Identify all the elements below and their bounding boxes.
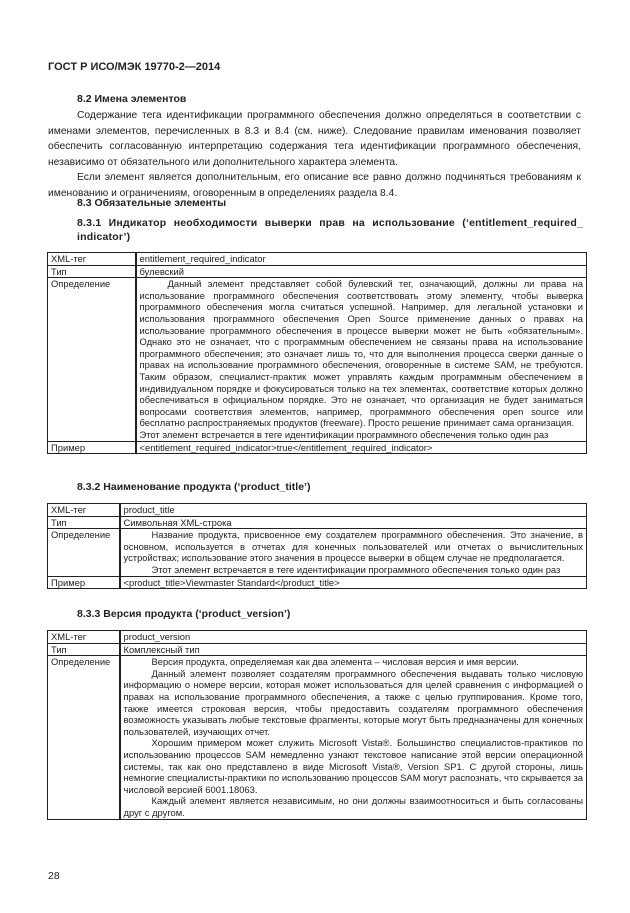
paragraph: Этот элемент встречается в теге идентификации программного обеспечения только один раз [139,428,549,440]
paragraph: Этот элемент встречается в теге идентификации программного обеспечения только один раз [151,563,561,575]
table-row [48,643,587,656]
paragraph: Если элемент является дополнительным, его описание все равно должно подчиняться требованиям к именованию и ограничениям, оговоренным в определениях раздела 8.4. [48,172,581,199]
value: булевский [136,265,587,278]
label: Тип [48,265,136,278]
paragraph: Каждый элемент является независимым, но они должны взаимоотноситься и быть согласованы друг с другом. [123,795,583,818]
section-8-3-3-heading: 8.3.3 Версия продукта (‘product_version’) [77,608,291,620]
section-8-2-heading: 8.2 Имена элементов [77,93,187,105]
value: <entitlement_required_indicator>true</entitlement_required_indicator> [136,441,587,454]
label: Определение [48,529,120,576]
value: Комплексный тип [120,643,587,656]
value: entitlement_required_indicator [136,253,587,266]
document-header: ГОСТ Р ИСО/МЭК 19770-2—2014 [48,61,221,73]
table-row [48,265,587,278]
section-8-3-heading: 8.3 Обязательные элементы [77,197,227,209]
value: <product_title>Viewmaster Standard</product_title> [120,576,587,589]
label: Определение [48,278,136,441]
table-row [48,656,587,819]
paragraph: Название продукта, присвоенное ему создателем программного обеспечения. Это значение, в основном, используется в отчетах для конечных пользователей или отчетах о вычислительных устройствах; использование этого значения в процессе выверки в общем случае не предполагается. [123,529,583,564]
table-row [48,631,587,644]
product-version-table [47,630,587,820]
value [120,656,587,819]
section-8-2-body [48,108,581,201]
value: product_version [120,631,587,644]
table-row [48,253,587,266]
section-8-3-1-heading: 8.3.1 Индикатор необходимости выверки прав на использование (‘entitlement_required_ indicator’) [77,217,583,243]
section-8-3-2-heading: 8.3.2 Наименование продукта (‘product_title’) [77,481,311,493]
paragraph: Данный элемент позволяет создателям программного обеспечения выдавать только числовую информацию о номере версии, которая может использоваться для целей сравнения с информацией о правах на использование программного обеспечения, а также с целью группирования. Кроме того, также имеется строковая версия, чтобы предоставить создателям программного обеспечения возможность указывать любые текстовые фрагменты, которые могут быть предназначены для конечных пользователей, изучающих отчет. [123,667,583,737]
table-row [48,441,587,454]
label: XML-тег [48,504,120,517]
label: Тип [48,643,120,656]
value [136,278,587,441]
paragraph: Версия продукта, определяемая как два элемента – числовая версия и имя версии. [151,656,519,668]
value: Символьная XML-строка [120,516,587,529]
value: product_title [120,504,587,517]
table-row [48,278,587,441]
value [120,529,587,576]
table-row [48,576,587,589]
label: XML-тег [48,631,120,644]
product-title-table [47,503,587,589]
table-row [48,529,587,576]
paragraph: Содержание тега идентификации программного обеспечения должно определяться в соответствии с именами элементов, перечисленных в 8.3 и 8.4 (см. ниже). Следование правилам именования позволяет обеспечить согласованную интерпретацию содержания тега идентификации программного обеспечения, независимо от обязательного или дополнительного характера элемента. [48,110,581,168]
table-row [48,516,587,529]
paragraph: Хорошим примером может служить Microsoft Vista®. Большинство специалистов-практиков по использованию процессов SAM немедленно узнают текстовое написание этой версии операционной системы, так как оно представлено в виде Microsoft Vista®, Version SP1. С другой стороны, лишь немногие специалисты-практики по использованию процессов SAM могут распознать, что скрывается за числовой версией 6001.18063. [123,737,583,795]
page-number: 28 [48,870,60,882]
paragraph: Данный элемент представляет собой булевский тег, означающий, должны ли права на использование программного обеспечения соответствовать этому элементу, чтобы выверка программного обеспечения могла считаться успешной. Например, для легальной установки и использования программного обеспечения Open Source применение данных о правах на использование программного обеспечения в процессе выверки может не быть «обязательным». Однако это не означает, что с программным обеспечением не связаны права на использование программного обеспечения; это означает лишь то, что для выполнения процесса сверки данные о правах на использование программного обеспечения, оговоренные в системе SAM, не требуются. Таким образом, специалист-практик может управлять каждым программным обеспечением в индивидуальном порядке и фокусироваться только на тех элементах, соответствие которых должно обеспечиваться в официальном порядке. Это не означает, что организация не будет заниматься вопросами соответствия элементов, например, программного обеспечения open source или бесплатно распространяемых продуктов (freeware). Просто решение принимает сама организация. [139,278,583,429]
label: Тип [48,516,120,529]
label: Определение [48,656,120,819]
label: XML-тег [48,253,136,266]
label: Пример [48,576,120,589]
entitlement-table [47,252,587,454]
label: Пример [48,441,136,454]
table-row [48,504,587,517]
